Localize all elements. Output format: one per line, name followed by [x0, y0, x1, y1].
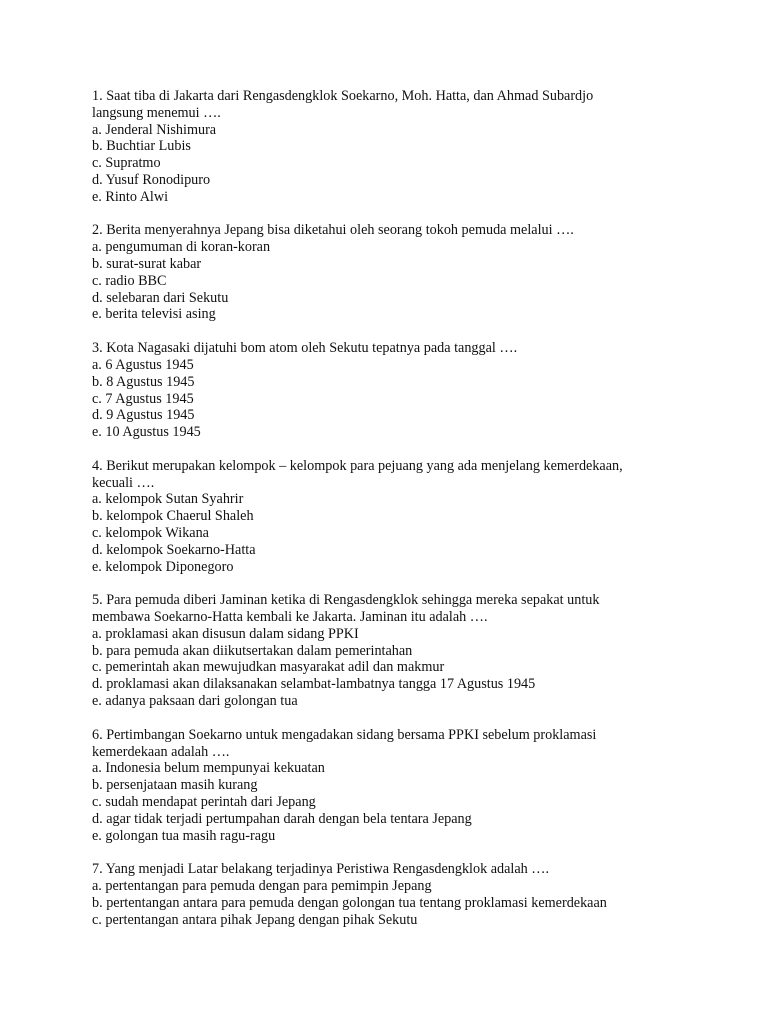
question-line: 4. Berikut merupakan kelompok – kelompok para pejuang yang ada menjelang kemerdekaan, [92, 457, 623, 474]
option-d: d. Yusuf Ronodipuro [92, 171, 211, 188]
option-d: d. kelompok Soekarno-Hatta [92, 541, 256, 558]
option-a: a. 6 Agustus 1945 [92, 356, 194, 373]
question-5 [92, 592, 692, 710]
option-e: e. Rinto Alwi [92, 188, 169, 205]
option-a: a. Jenderal Nishimura [92, 121, 217, 138]
option-e: e. 10 Agustus 1945 [92, 424, 201, 441]
question-7 [92, 861, 692, 928]
option-a: a. pertentangan para pemuda dengan para pemimpin Jepang [92, 878, 432, 895]
question-line: 3. Kota Nagasaki dijatuhi bom atom oleh Sekutu tepatnya pada tanggal …. [92, 340, 518, 357]
option-a: a. pengumuman di koran-koran [92, 239, 271, 256]
question-line: 1. Saat tiba di Jakarta dari Rengasdengklok Soekarno, Moh. Hatta, dan Ahmad Subardjo [92, 88, 594, 104]
option-c: c. Supratmo [92, 155, 161, 172]
option-e: e. berita televisi asing [92, 306, 216, 323]
question-1 [92, 88, 692, 206]
option-b: b. kelompok Chaerul Shaleh [92, 508, 254, 525]
option-c: c. radio BBC [92, 272, 167, 289]
question-line: kecuali …. [92, 474, 155, 491]
question-text [92, 88, 692, 122]
option-d: d. proklamasi akan dilaksanakan selambat-lambatnya tangga 17 Agustus 1945 [92, 676, 536, 693]
question-text [92, 592, 692, 626]
question-6 [92, 727, 692, 845]
question-4 [92, 458, 692, 576]
question-line: 6. Pertimbangan Soekarno untuk mengadakan sidang bersama PPKI sebelum proklamasi [92, 726, 597, 743]
option-b: b. para pemuda akan diikutsertakan dalam pemerintahan [92, 642, 413, 659]
option-c: c. pemerintah akan mewujudkan masyarakat adil dan makmur [92, 659, 445, 676]
question-line: membawa Soekarno-Hatta kembali ke Jakarta. Jaminan itu adalah …. [92, 609, 488, 626]
option-b: b. 8 Agustus 1945 [92, 373, 195, 390]
question-text [92, 458, 692, 492]
question-line: 2. Berita menyerahnya Jepang bisa diketahui oleh seorang tokoh pemuda melalui …. [92, 222, 574, 239]
option-c: c. pertentangan antara pihak Jepang dengan pihak Sekutu [92, 911, 418, 928]
option-d: d. agar tidak terjadi pertumpahan darah dengan bela tentara Jepang [92, 810, 472, 827]
question-2 [92, 222, 692, 323]
question-text [92, 727, 692, 761]
question-line: kemerdekaan adalah …. [92, 743, 230, 760]
option-c: c. kelompok Wikana [92, 525, 209, 541]
option-c: c. 7 Agustus 1945 [92, 390, 194, 407]
option-b: b. Buchtiar Lubis [92, 138, 191, 155]
option-d: d. selebaran dari Sekutu [92, 289, 229, 306]
question-text [92, 861, 692, 878]
option-e: e. adanya paksaan dari golongan tua [92, 693, 298, 710]
question-text [92, 222, 692, 239]
option-a: a. proklamasi akan disusun dalam sidang PPKI [92, 625, 359, 642]
option-e: e. golongan tua masih ragu-ragu [92, 827, 276, 844]
question-list [92, 88, 692, 945]
option-b: b. surat-surat kabar [92, 256, 202, 273]
option-d: d. 9 Agustus 1945 [92, 407, 195, 424]
question-line: 5. Para pemuda diberi Jaminan ketika di Rengasdengklok sehingga mereka sepakat untuk [92, 592, 600, 609]
question-line: 7. Yang menjadi Latar belakang terjadinya Peristiwa Rengasdengklok adalah …. [92, 861, 550, 878]
question-text [92, 340, 692, 357]
option-b: b. persenjataan masih kurang [92, 777, 258, 794]
option-c: c. sudah mendapat perintah dari Jepang [92, 793, 316, 810]
option-a: a. kelompok Sutan Syahrir [92, 491, 244, 508]
option-e: e. kelompok Diponegoro [92, 558, 234, 575]
question-line: langsung menemui …. [92, 104, 221, 121]
option-b: b. pertentangan antara para pemuda dengan golongan tua tentang proklamasi kemerdekaan [92, 894, 607, 911]
question-3 [92, 340, 692, 441]
option-a: a. Indonesia belum mempunyai kekuatan [92, 760, 325, 777]
